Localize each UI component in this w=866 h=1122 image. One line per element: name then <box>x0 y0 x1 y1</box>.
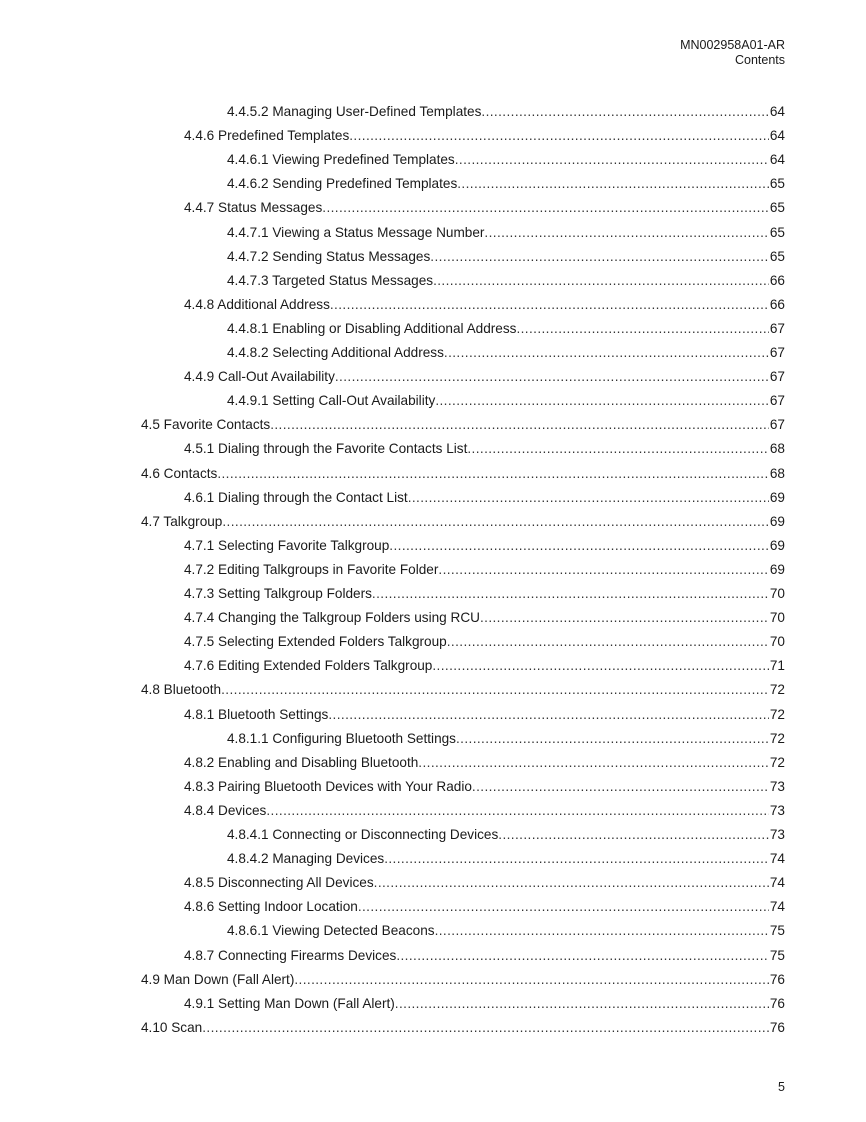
toc-entry[interactable] <box>141 674 785 698</box>
dot-leader <box>472 779 769 795</box>
toc-entry-page[interactable]: 66 <box>769 272 785 288</box>
toc-entry-title[interactable]: 4.4.6.2 Sending Predefined Templates <box>227 176 458 192</box>
toc-entry-page[interactable]: 71 <box>769 658 785 674</box>
toc-entry[interactable] <box>184 433 785 457</box>
toc-entry[interactable] <box>184 795 785 819</box>
toc-entry-page[interactable]: 69 <box>769 561 785 577</box>
toc-entry-title[interactable]: 4.8.4 Devices <box>184 802 267 818</box>
toc-entry-page[interactable]: 73 <box>769 827 785 842</box>
toc-entry-page[interactable]: 72 <box>769 754 785 770</box>
toc-entry-page[interactable]: 76 <box>769 1019 785 1035</box>
toc-entry-title[interactable]: 4.9.1 Setting Man Down (Fall Alert) <box>184 995 395 1011</box>
dot-leader <box>408 490 769 506</box>
toc-entry-page[interactable]: 65 <box>769 200 785 216</box>
toc-entry[interactable] <box>141 409 785 433</box>
toc-entry[interactable] <box>227 385 785 409</box>
toc-entry[interactable] <box>184 771 785 795</box>
dot-leader <box>330 297 769 313</box>
toc-entry-page[interactable]: 76 <box>769 995 785 1011</box>
toc-entry-title[interactable]: 4.4.9.1 Setting Call-Out Availability <box>227 393 436 409</box>
toc-entry[interactable] <box>227 313 785 337</box>
dot-leader <box>349 128 769 144</box>
toc-entry-title[interactable]: 4.8.2 Enabling and Disabling Bluetooth <box>184 754 419 770</box>
dot-leader <box>266 803 769 819</box>
dot-leader <box>481 104 768 120</box>
toc-entry-title[interactable]: 4.4.7.3 Targeted Status Messages <box>227 272 434 288</box>
toc-entry[interactable] <box>227 217 785 241</box>
toc-entry-title[interactable]: 4.7.3 Setting Talkgroup Folders <box>184 586 372 601</box>
toc-entry[interactable] <box>184 578 785 602</box>
toc-entry-page[interactable]: 65 <box>769 224 785 240</box>
toc-entry-title[interactable]: 4.4.8.1 Enabling or Disabling Additional Address <box>227 320 517 336</box>
dot-leader <box>457 176 769 192</box>
toc-entry[interactable] <box>227 96 785 120</box>
toc-entry[interactable] <box>141 1012 785 1036</box>
toc-entry-page[interactable]: 68 <box>769 441 785 457</box>
page-header <box>680 38 785 68</box>
toc-entry-title[interactable]: 4.6 Contacts <box>141 465 218 481</box>
toc-entry[interactable] <box>227 337 785 361</box>
toc-entry-page[interactable]: 72 <box>769 706 785 722</box>
dot-leader <box>294 972 769 988</box>
toc-entry[interactable] <box>184 867 785 891</box>
toc-entry[interactable] <box>227 723 785 747</box>
toc-entry-page[interactable]: 69 <box>769 489 785 505</box>
document-number: MN002958A01-AR <box>680 38 785 52</box>
toc-entry-title[interactable]: 4.4.6 Predefined Templates <box>184 128 350 144</box>
toc-entry[interactable] <box>184 747 785 771</box>
toc-entry[interactable] <box>184 530 785 554</box>
dot-leader <box>467 441 769 457</box>
dot-leader <box>384 851 769 867</box>
page-number: 5 <box>778 1080 785 1094</box>
toc-entry-title[interactable]: 4.4.9 Call-Out Availability <box>184 369 335 385</box>
dot-leader <box>221 682 769 698</box>
dot-leader <box>430 249 769 265</box>
toc-entry[interactable] <box>184 482 785 506</box>
toc-entry-title[interactable]: 4.6.1 Dialing through the Contact List <box>184 489 408 505</box>
dot-leader <box>455 152 769 168</box>
dot-leader <box>447 634 769 650</box>
dot-leader <box>444 345 769 361</box>
toc-entry-page[interactable]: 70 <box>769 586 785 601</box>
dot-leader <box>418 755 769 771</box>
dot-leader <box>480 610 769 626</box>
toc-entry-title[interactable]: 4.8.4.1 Connecting or Disconnecting Devices <box>227 827 499 842</box>
toc-entry-page[interactable]: 67 <box>769 345 785 360</box>
toc-entry[interactable] <box>141 506 785 530</box>
toc-entry[interactable] <box>184 650 785 674</box>
dot-leader <box>433 273 769 289</box>
dot-leader <box>498 827 769 843</box>
toc-entry-title[interactable]: 4.10 Scan <box>141 1019 203 1035</box>
toc-entry-page[interactable]: 70 <box>769 634 785 650</box>
toc-entry-title[interactable]: 4.8.1 Bluetooth Settings <box>184 706 329 722</box>
toc-entry-page[interactable]: 67 <box>769 369 785 385</box>
toc-entry-page[interactable]: 64 <box>769 104 785 119</box>
dot-leader <box>438 562 768 578</box>
toc-entry-title[interactable]: 4.4.7.2 Sending Status Messages <box>227 248 431 264</box>
dot-leader <box>358 899 769 915</box>
toc-entry-title[interactable]: 4.7.2 Editing Talkgroups in Favorite Folder <box>184 561 439 577</box>
toc-entry-title[interactable]: 4.8.5 Disconnecting All Devices <box>184 875 374 891</box>
dot-leader <box>270 417 769 433</box>
dot-leader <box>435 923 769 939</box>
toc-entry-title[interactable]: 4.8.6 Setting Indoor Location <box>184 899 358 915</box>
toc-entry-title[interactable]: 4.7.5 Selecting Extended Folders Talkgroup <box>184 634 447 650</box>
toc-entry[interactable] <box>184 554 785 578</box>
toc-entry-title[interactable]: 4.4.7.1 Viewing a Status Message Number <box>227 224 485 240</box>
toc-entry-page[interactable]: 69 <box>769 513 785 529</box>
toc-entry-title[interactable]: 4.7 Talkgroup <box>141 513 223 529</box>
toc-entry-title[interactable]: 4.8.3 Pairing Bluetooth Devices with Your Radio <box>184 778 472 794</box>
toc-entry-page[interactable]: 73 <box>769 802 785 818</box>
toc-entry-page[interactable]: 65 <box>769 176 785 192</box>
toc-entry-page[interactable]: 72 <box>769 730 785 746</box>
toc-entry-page[interactable]: 73 <box>769 778 785 794</box>
toc-entry-page[interactable]: 69 <box>769 537 785 553</box>
toc-entry[interactable] <box>184 626 785 650</box>
dot-leader <box>456 731 769 747</box>
toc-entry[interactable] <box>184 940 785 964</box>
dot-leader <box>322 200 769 216</box>
dot-leader <box>484 225 768 241</box>
toc-entry-page[interactable]: 67 <box>769 393 785 409</box>
toc-entry[interactable] <box>184 289 785 313</box>
toc-entry-page[interactable]: 68 <box>769 465 785 481</box>
toc-entry[interactable] <box>141 458 785 482</box>
toc-entry-title[interactable]: 4.4.5.2 Managing User-Defined Templates <box>227 104 482 119</box>
toc-entry[interactable] <box>184 891 785 915</box>
toc-entry[interactable] <box>184 361 785 385</box>
dot-leader <box>435 393 769 409</box>
dot-leader <box>335 369 769 385</box>
toc-entry-page[interactable]: 65 <box>769 248 785 264</box>
toc-entry-title[interactable]: 4.8.4.2 Managing Devices <box>227 851 385 867</box>
toc-entry-title[interactable]: 4.8.6.1 Viewing Detected Beacons <box>227 923 435 939</box>
toc-entry-page[interactable]: 67 <box>769 417 785 433</box>
toc-entry-page[interactable]: 76 <box>769 971 785 987</box>
dot-leader <box>372 586 769 602</box>
toc-entry[interactable] <box>184 602 785 626</box>
toc-entry[interactable] <box>227 265 785 289</box>
section-name: Contents <box>734 53 785 67</box>
dot-leader <box>395 996 769 1012</box>
toc-entry-page[interactable]: 64 <box>769 152 785 168</box>
dot-leader <box>432 658 769 674</box>
toc-entry-title[interactable]: 4.8.1.1 Configuring Bluetooth Settings <box>227 730 456 746</box>
toc-entry-page[interactable]: 75 <box>769 947 785 963</box>
toc-entry-page[interactable]: 66 <box>769 296 785 312</box>
toc-entry[interactable] <box>141 964 785 988</box>
dot-leader <box>217 466 769 482</box>
toc-entry[interactable] <box>227 168 785 192</box>
toc-entry-page[interactable]: 72 <box>769 682 785 698</box>
toc-entry-title[interactable]: 4.7.1 Selecting Favorite Talkgroup <box>184 537 390 553</box>
toc-entry-title[interactable]: 4.5 Favorite Contacts <box>141 417 271 433</box>
toc-entry-title[interactable]: 4.4.7 Status Messages <box>184 200 323 216</box>
toc-entry-title[interactable]: 4.8.7 Connecting Firearms Devices <box>184 947 397 963</box>
toc-entry[interactable] <box>227 915 785 939</box>
toc-entry-title[interactable]: 4.7.6 Editing Extended Folders Talkgroup <box>184 658 433 674</box>
dot-leader <box>374 875 769 891</box>
toc-entry-title[interactable]: 4.5.1 Dialing through the Favorite Contacts List <box>184 441 468 457</box>
toc-entry[interactable] <box>184 120 785 144</box>
toc-entry-title[interactable]: 4.4.8 Additional Address <box>184 296 330 312</box>
toc-entry[interactable] <box>184 192 785 216</box>
toc-entry-title[interactable]: 4.7.4 Changing the Talkgroup Folders using RCU <box>184 610 480 626</box>
dot-leader <box>389 538 769 554</box>
toc-entry[interactable] <box>227 144 785 168</box>
toc-entry-page[interactable]: 74 <box>769 875 785 891</box>
toc-entry-title[interactable]: 4.9 Man Down (Fall Alert) <box>141 971 295 987</box>
toc-entry-page[interactable]: 67 <box>769 320 785 336</box>
toc-entry[interactable] <box>184 988 785 1012</box>
toc-entry-title[interactable]: 4.4.6.1 Viewing Predefined Templates <box>227 152 455 168</box>
dot-leader <box>516 321 768 337</box>
toc-entry[interactable] <box>227 819 785 843</box>
toc-entry[interactable] <box>227 241 785 265</box>
toc-entry[interactable] <box>184 699 785 723</box>
toc-entry-title[interactable]: 4.8 Bluetooth <box>141 682 222 698</box>
dot-leader <box>396 948 769 964</box>
toc-entry-page[interactable]: 74 <box>769 851 785 867</box>
toc-entry-page[interactable]: 64 <box>769 128 785 144</box>
dot-leader <box>328 707 769 723</box>
toc-entry-page[interactable]: 70 <box>769 610 785 626</box>
toc-entry-page[interactable]: 74 <box>769 899 785 915</box>
dot-leader <box>202 1020 769 1036</box>
toc-entry-title[interactable]: 4.4.8.2 Selecting Additional Address <box>227 345 444 360</box>
dot-leader <box>222 514 769 530</box>
toc-entry[interactable] <box>227 843 785 867</box>
toc-entry-page[interactable]: 75 <box>769 923 785 939</box>
